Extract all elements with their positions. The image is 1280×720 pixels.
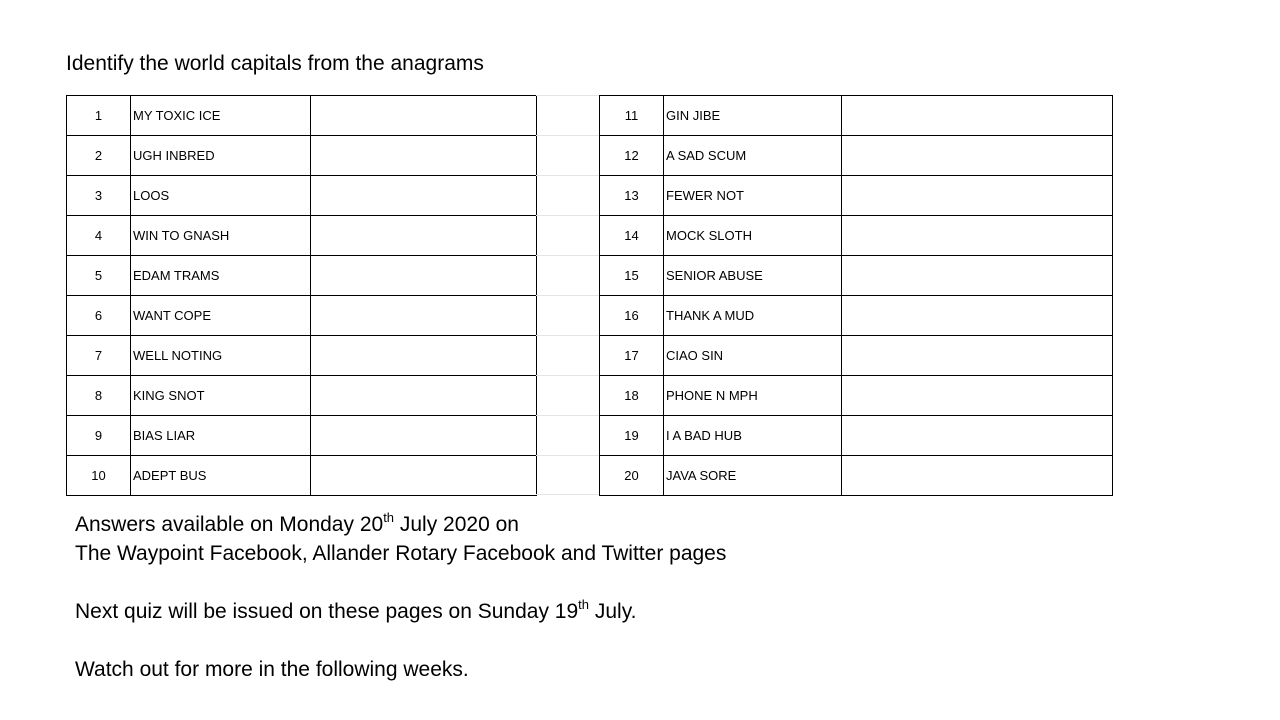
answer-cell[interactable] bbox=[311, 336, 537, 376]
question-number: 20 bbox=[600, 456, 664, 496]
answer-cell[interactable] bbox=[842, 336, 1113, 376]
anagram-clue: LOOS bbox=[131, 176, 311, 216]
anagram-clue: SENIOR ABUSE bbox=[664, 256, 842, 296]
anagram-clue: WANT COPE bbox=[131, 296, 311, 336]
question-number: 18 bbox=[600, 376, 664, 416]
question-number: 16 bbox=[600, 296, 664, 336]
question-number: 11 bbox=[600, 96, 664, 136]
answer-cell[interactable] bbox=[842, 416, 1113, 456]
question-number: 8 bbox=[67, 376, 131, 416]
anagram-row bbox=[600, 376, 1113, 416]
question-number: 9 bbox=[67, 416, 131, 456]
anagram-clue: GIN JIBE bbox=[664, 96, 842, 136]
watch-out-line: Watch out for more in the following weeks. bbox=[75, 658, 469, 681]
gap-divider bbox=[536, 95, 599, 96]
anagram-clue: ADEPT BUS bbox=[131, 456, 311, 496]
anagram-row bbox=[67, 416, 537, 456]
next-quiz-line: Next quiz will be issued on these pages on Sunday 19th July. bbox=[75, 597, 637, 623]
answer-cell[interactable] bbox=[311, 176, 537, 216]
question-number: 19 bbox=[600, 416, 664, 456]
anagram-clue: MY TOXIC ICE bbox=[131, 96, 311, 136]
gap-divider bbox=[536, 295, 599, 296]
answer-cell[interactable] bbox=[311, 456, 537, 496]
gap-divider bbox=[536, 215, 599, 216]
question-number: 12 bbox=[600, 136, 664, 176]
gap-divider bbox=[536, 175, 599, 176]
answers-availability-line: Answers available on Monday 20th July 2020 on bbox=[75, 510, 519, 536]
question-number: 4 bbox=[67, 216, 131, 256]
answer-cell[interactable] bbox=[311, 416, 537, 456]
anagram-clue: THANK A MUD bbox=[664, 296, 842, 336]
anagram-row bbox=[600, 456, 1113, 496]
anagram-clue: WIN TO GNASH bbox=[131, 216, 311, 256]
anagram-clue: WELL NOTING bbox=[131, 336, 311, 376]
answer-cell[interactable] bbox=[842, 136, 1113, 176]
anagram-row bbox=[67, 456, 537, 496]
anagram-clue: CIAO SIN bbox=[664, 336, 842, 376]
answer-cell[interactable] bbox=[842, 296, 1113, 336]
anagram-row bbox=[67, 176, 537, 216]
anagram-row bbox=[67, 96, 537, 136]
anagram-row bbox=[67, 336, 537, 376]
anagram-row bbox=[67, 376, 537, 416]
anagram-clue: I A BAD HUB bbox=[664, 416, 842, 456]
gap-divider bbox=[536, 375, 599, 376]
question-number: 6 bbox=[67, 296, 131, 336]
answer-cell[interactable] bbox=[842, 376, 1113, 416]
gap-divider bbox=[536, 255, 599, 256]
answer-cell[interactable] bbox=[311, 296, 537, 336]
footer-notes bbox=[75, 510, 726, 684]
question-number: 5 bbox=[67, 256, 131, 296]
answer-cell[interactable] bbox=[311, 216, 537, 256]
anagram-clue: FEWER NOT bbox=[664, 176, 842, 216]
question-number: 7 bbox=[67, 336, 131, 376]
anagram-row bbox=[600, 136, 1113, 176]
answer-cell[interactable] bbox=[311, 96, 537, 136]
anagram-clue: KING SNOT bbox=[131, 376, 311, 416]
question-number: 13 bbox=[600, 176, 664, 216]
answer-cell[interactable] bbox=[842, 456, 1113, 496]
question-number: 10 bbox=[67, 456, 131, 496]
answer-cell[interactable] bbox=[842, 176, 1113, 216]
answer-cell[interactable] bbox=[842, 256, 1113, 296]
gap-divider bbox=[536, 455, 599, 456]
anagram-clue: A SAD SCUM bbox=[664, 136, 842, 176]
question-number: 1 bbox=[67, 96, 131, 136]
answer-cell[interactable] bbox=[311, 136, 537, 176]
answer-cell[interactable] bbox=[311, 256, 537, 296]
gap-divider bbox=[536, 415, 599, 416]
anagram-clue: MOCK SLOTH bbox=[664, 216, 842, 256]
anagram-table-right bbox=[599, 95, 1113, 496]
anagram-row bbox=[67, 296, 537, 336]
anagram-row bbox=[67, 256, 537, 296]
answers-pages-line: The Waypoint Facebook, Allander Rotary Facebook and Twitter pages bbox=[75, 542, 727, 565]
anagram-clue: EDAM TRAMS bbox=[131, 256, 311, 296]
answer-cell[interactable] bbox=[842, 216, 1113, 256]
anagram-row bbox=[600, 176, 1113, 216]
anagram-row bbox=[600, 416, 1113, 456]
anagram-clue: JAVA SORE bbox=[664, 456, 842, 496]
anagram-row bbox=[67, 136, 537, 176]
table-gap bbox=[536, 95, 599, 495]
anagram-clue: UGH INBRED bbox=[131, 136, 311, 176]
question-number: 3 bbox=[67, 176, 131, 216]
anagram-clue: PHONE N MPH bbox=[664, 376, 842, 416]
anagram-clue: BIAS LIAR bbox=[131, 416, 311, 456]
gap-divider bbox=[536, 135, 599, 136]
answer-cell[interactable] bbox=[842, 96, 1113, 136]
anagram-row bbox=[600, 336, 1113, 376]
question-number: 15 bbox=[600, 256, 664, 296]
anagram-row bbox=[67, 216, 537, 256]
anagram-row bbox=[600, 296, 1113, 336]
question-number: 14 bbox=[600, 216, 664, 256]
anagram-table-left bbox=[66, 95, 537, 496]
question-number: 17 bbox=[600, 336, 664, 376]
question-number: 2 bbox=[67, 136, 131, 176]
page-title: Identify the world capitals from the anagrams bbox=[66, 52, 484, 75]
gap-divider bbox=[536, 335, 599, 336]
anagram-row bbox=[600, 216, 1113, 256]
anagram-row bbox=[600, 96, 1113, 136]
anagram-row bbox=[600, 256, 1113, 296]
answer-cell[interactable] bbox=[311, 376, 537, 416]
gap-divider bbox=[536, 494, 599, 495]
